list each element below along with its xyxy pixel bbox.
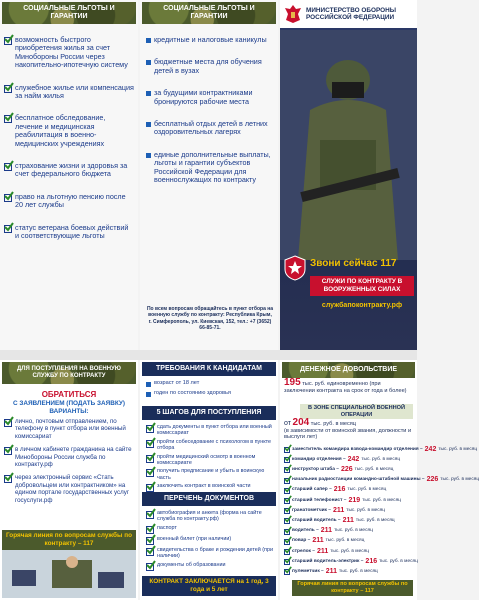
checkbox-tick-icon <box>4 163 12 171</box>
position-name: заместитель командира взвода-командир отделения – <box>292 446 423 452</box>
position-amount: 211 <box>312 537 324 545</box>
fold-gap <box>0 350 417 360</box>
position-unit: тыс. руб. в месяц <box>361 456 401 462</box>
checkbox-tick-icon <box>284 467 290 473</box>
position-name: водитель – <box>292 528 319 534</box>
checkbox-tick-icon <box>284 569 290 575</box>
duty-service-photo <box>2 550 136 598</box>
position-name: инструктор штаба – <box>292 467 339 473</box>
list-item <box>4 474 134 504</box>
position-unit: тыс. руб. в месяц <box>440 477 479 483</box>
serve-contract-banner: СЛУЖИ ПО КОНТРАКТУ В ВООРУЖЕННЫХ СИЛАХ <box>310 276 414 296</box>
position-name: старший водитель-электрик – <box>292 558 364 564</box>
call-now-text: Звони сейчас 117 <box>310 258 397 269</box>
one-time-amount: 195 <box>284 377 301 388</box>
list-item <box>4 36 134 70</box>
position-name: командир отделения – <box>292 456 346 462</box>
bullet-square-icon <box>146 91 151 96</box>
position-pay-row <box>284 497 413 504</box>
position-name: старший водитель – <box>292 518 341 524</box>
checkbox-tick-icon <box>284 498 290 504</box>
positions-list <box>284 445 479 578</box>
position-pay-row <box>284 538 413 545</box>
bullet-square-icon <box>146 122 151 127</box>
position-pay-row <box>284 456 413 463</box>
list-item-text: возраст от 18 лет <box>154 380 200 386</box>
list-item-text: автобиография и анкета (форма на сайте служба по контракту.рф) <box>157 510 262 523</box>
checkbox-tick-icon <box>4 85 12 93</box>
checkbox-tick-icon <box>146 425 154 433</box>
position-pay-row <box>284 466 413 473</box>
monthly-amount: 204 <box>292 417 310 428</box>
position-name: гранатометчик – <box>292 507 331 513</box>
website-link[interactable]: службапоконтракту.рф <box>321 302 403 309</box>
hotline-banner: Горячая линия по вопросам службы по контракту – 117 <box>2 530 136 550</box>
position-unit: тыс. руб. в месяц <box>330 548 370 554</box>
position-amount: 211 <box>342 517 354 525</box>
top-left-header: СОЦИАЛЬНЫЕ ЛЬГОТЫ И ГАРАНТИИ <box>2 2 136 24</box>
position-pay-row <box>284 517 413 524</box>
steps-list <box>146 424 274 494</box>
position-unit: тыс. руб. в месяц <box>325 538 365 544</box>
bottom-right-panel <box>280 360 479 600</box>
list-item-text: через электронный сервис «Стать добровольцем или контрактником» на едином портале государственных услуг госуслуги.рф <box>15 474 130 504</box>
position-amount: 226 <box>426 476 439 484</box>
top-mid-header: СОЦИАЛЬНЫЕ ЛЬГОТЫ И ГАРАНТИИ <box>142 2 276 24</box>
checkbox-tick-icon <box>146 537 154 545</box>
checkbox-tick-icon <box>4 475 12 483</box>
checkbox-tick-icon <box>146 455 154 463</box>
list-item <box>4 418 134 440</box>
position-pay-row <box>284 487 413 494</box>
list-item-text: пройти собеседование с психологом в пункте отбора <box>157 438 272 452</box>
position-unit: тыс. руб. в месяц <box>379 558 418 564</box>
checkbox-tick-icon <box>4 419 12 427</box>
list-item-text: пройти медицинский осмотр в военном комиссариате <box>157 453 256 467</box>
position-unit: тыс. руб. в месяц <box>339 568 378 574</box>
position-name: пулеметчик – <box>292 568 324 574</box>
position-unit: тыс. руб. в месяц <box>346 507 386 513</box>
list-item <box>146 390 274 397</box>
list-item-text: военный билет (при наличии) <box>157 535 232 542</box>
eagle-emblem-icon <box>284 4 302 24</box>
list-item-text: в личном кабинете гражданина на сайте Минобороны России служба по контракту.рф <box>15 446 132 469</box>
allowance-hotline-banner: Горячая линия по вопросам службы по контракту – 117 <box>292 580 413 596</box>
list-item <box>4 446 134 468</box>
svo-banner: В ЗОНЕ СПЕЦИАЛЬНОЙ ВОЕННОЙ ОПЕРАЦИИ <box>300 404 413 419</box>
checkbox-tick-icon <box>284 518 290 524</box>
list-item <box>4 84 134 101</box>
bottom-left-header: ДЛЯ ПОСТУПЛЕНИЯ НА ВОЕННУЮ СЛУЖБУ ПО КОНТРАКТУ <box>2 362 136 384</box>
list-item <box>146 468 274 481</box>
position-amount: 211 <box>316 547 329 555</box>
position-amount: 211 <box>332 506 345 514</box>
one-time-payment <box>284 377 413 394</box>
documents-list <box>146 510 274 573</box>
position-amount: 211 <box>325 567 338 575</box>
bullet-square-icon <box>146 392 151 397</box>
top-left-panel <box>0 0 138 350</box>
list-item <box>146 483 274 492</box>
position-name: повар – <box>292 538 311 544</box>
list-item <box>146 380 274 387</box>
list-item-text: документы об образовании <box>157 561 226 568</box>
position-unit: тыс. руб. в месяц <box>354 467 394 473</box>
checkbox-tick-icon <box>284 559 290 565</box>
list-item-text: лично, почтовым отправлением, по телефону в пункт отбора или военный комиссариат <box>15 418 126 440</box>
list-item-text: свидетельства о браке и рождении детей (при наличии) <box>157 546 273 560</box>
checkbox-tick-icon <box>284 488 290 494</box>
checkbox-tick-icon <box>146 563 154 571</box>
top-mid-list <box>146 36 274 198</box>
position-unit: тыс. руб. в месяц <box>355 518 395 524</box>
position-amount: 242 <box>347 455 360 463</box>
contract-emblem-icon <box>284 255 306 281</box>
position-pay-row <box>284 548 413 555</box>
apply-options-list <box>4 418 134 510</box>
checkbox-tick-icon <box>4 225 12 233</box>
list-item-text: возможность быстрого приобретения жилья за счет Минобороны России через накопительно-ипотечную систему <box>15 35 128 70</box>
top-mid-panel <box>140 0 278 350</box>
list-item-text: служебное жилье или компенсация за найм жилья <box>15 82 134 101</box>
position-pay-row <box>284 568 413 575</box>
bottom-mid-panel <box>140 360 278 600</box>
checkbox-tick-icon <box>284 447 290 453</box>
list-item-text: кредитные и налоговые каникулы <box>154 35 267 44</box>
checkbox-tick-icon <box>284 549 290 555</box>
list-item <box>146 562 274 571</box>
checkbox-tick-icon <box>284 508 290 514</box>
checkbox-tick-icon <box>4 115 12 123</box>
position-pay-row <box>284 528 413 535</box>
top-left-list <box>4 36 134 255</box>
list-item <box>146 89 274 106</box>
position-pay-row <box>284 557 418 565</box>
one-time-text: тыс. руб. единовременно (при заключении контракта на срок от года и более) <box>284 381 407 394</box>
apply-subtitle: С ЗАЯВЛЕНИЕМ (ПОДАТЬ ЗАЯВКУ) ВАРИАНТЫ: <box>12 400 126 415</box>
position-amount: 211 <box>320 527 333 535</box>
list-item <box>146 424 274 437</box>
list-item-text: сдать документы в пункт отбора или военный комиссариат <box>157 424 272 437</box>
checkbox-tick-icon <box>4 194 12 202</box>
bullet-square-icon <box>146 153 151 158</box>
checkbox-tick-icon <box>146 548 154 556</box>
list-item <box>146 151 274 185</box>
position-amount: 226 <box>340 466 353 474</box>
list-item <box>146 454 274 467</box>
list-item <box>146 439 274 452</box>
requirements-header: ТРЕБОВАНИЯ К КАНДИДАТАМ <box>142 362 276 376</box>
top-right-panel <box>280 0 417 350</box>
position-amount: 242 <box>424 445 437 453</box>
position-amount: 216 <box>365 557 378 565</box>
list-item <box>146 536 274 545</box>
requirements-list <box>146 380 274 400</box>
checkbox-tick-icon <box>146 511 154 519</box>
monthly-note: (в зависимости от воинской звания, должности и выслуги лет) <box>284 427 412 441</box>
checkbox-tick-icon <box>146 440 154 448</box>
position-name: стрелок – <box>292 548 315 554</box>
checkbox-tick-icon <box>284 478 290 484</box>
list-item-text: паспорт <box>157 524 177 531</box>
list-item <box>146 58 274 75</box>
apply-title: ОБРАТИТЬСЯ <box>41 390 97 399</box>
list-item-text: годен по состоянию здоровья <box>154 390 231 396</box>
position-pay-row <box>284 476 479 484</box>
list-item <box>146 525 274 534</box>
position-name: старший сапер – <box>292 487 332 493</box>
checkbox-tick-icon <box>4 447 12 455</box>
checkbox-tick-icon <box>146 469 154 477</box>
list-item <box>4 162 134 179</box>
list-item <box>4 114 134 148</box>
checkbox-tick-icon <box>284 539 290 545</box>
list-item <box>4 224 134 241</box>
list-item <box>146 36 274 44</box>
list-item-text: за будущими контрактниками бронируются рабочие места <box>154 88 253 106</box>
position-name: начальник радиостанции командно-штабной машины – <box>292 477 425 483</box>
checkbox-tick-icon <box>284 529 290 535</box>
soldier-photo <box>280 30 417 260</box>
position-unit: тыс. руб. в месяц <box>438 446 478 452</box>
steps-header: 5 ШАГОВ ДЛЯ ПОСТУПЛЕНИЯ <box>142 406 276 420</box>
list-item-text: право на льготную пенсию после 20 лет службы <box>15 191 126 210</box>
bottom-left-panel <box>0 360 138 600</box>
allowance-header: ДЕНЕЖНОЕ ДОВОЛЬСТВИЕ <box>282 362 415 378</box>
list-item-text: страхование жизни и здоровья за счет федерального бюджета <box>15 161 128 179</box>
checkbox-tick-icon <box>4 37 12 45</box>
bullet-square-icon <box>146 382 151 387</box>
position-unit: тыс. руб. в месяц <box>347 487 387 493</box>
monthly-payment: от 204 тыс. руб. в месяц (в зависимости от воинской звания, должности и выслуги лет) <box>284 417 412 441</box>
position-amount: 219 <box>348 496 361 504</box>
list-item-text: статус ветерана боевых действий и соответствующие льготы <box>15 222 129 241</box>
list-item-text: бесплатное обследование, лечение и медицинская реабилитация в военно-медицинских учреждениях <box>15 113 106 148</box>
list-item-text: заключить контракт в воинской части <box>157 483 251 490</box>
list-item <box>146 547 274 560</box>
position-name: старший телефонист – <box>292 497 347 503</box>
list-item-text: бюджетные места для обучения детей в вузах <box>154 57 262 75</box>
position-unit: тыс. руб. в месяц <box>362 497 401 503</box>
list-item <box>146 120 274 137</box>
list-item-text: бесплатный отдых детей в летних оздоровительных лагерях <box>154 119 268 137</box>
list-item <box>4 193 134 210</box>
list-item <box>146 510 274 523</box>
ministry-name: МИНИСТЕРСТВО ОБОРОНЫ РОССИЙСКОЙ ФЕДЕРАЦИИ <box>306 6 396 21</box>
list-item-text: получить предписание и убыть в воинскую часть <box>157 468 265 481</box>
contract-term-banner: КОНТРАКТ ЗАКЛЮЧАЕТСЯ на 1 год, 3 года и 5 лет <box>142 576 276 596</box>
list-item-text: единые дополнительные выплаты, льготы и гарантии субъектов Российской Федерации для военнослужащих по контракту <box>154 149 271 185</box>
checkbox-tick-icon <box>284 457 290 463</box>
documents-header: ПЕРЕЧЕНЬ ДОКУМЕНТОВ <box>142 492 276 506</box>
recruitment-office-note: По всем вопросам обращайтесь в пункт отбора на военную службу по контракту: Республика Крым, г. Симферополь, ул. Киевская, 152, тел.: +7 (3652) 66-85-71. <box>146 306 274 332</box>
bullet-square-icon <box>146 60 151 65</box>
position-pay-row <box>284 445 478 453</box>
position-unit: тыс. руб. в месяц <box>334 528 373 534</box>
position-pay-row <box>284 507 413 514</box>
ministry-bar <box>280 0 417 28</box>
position-amount: 216 <box>333 486 346 494</box>
bullet-square-icon <box>146 38 151 43</box>
checkbox-tick-icon <box>146 526 154 534</box>
